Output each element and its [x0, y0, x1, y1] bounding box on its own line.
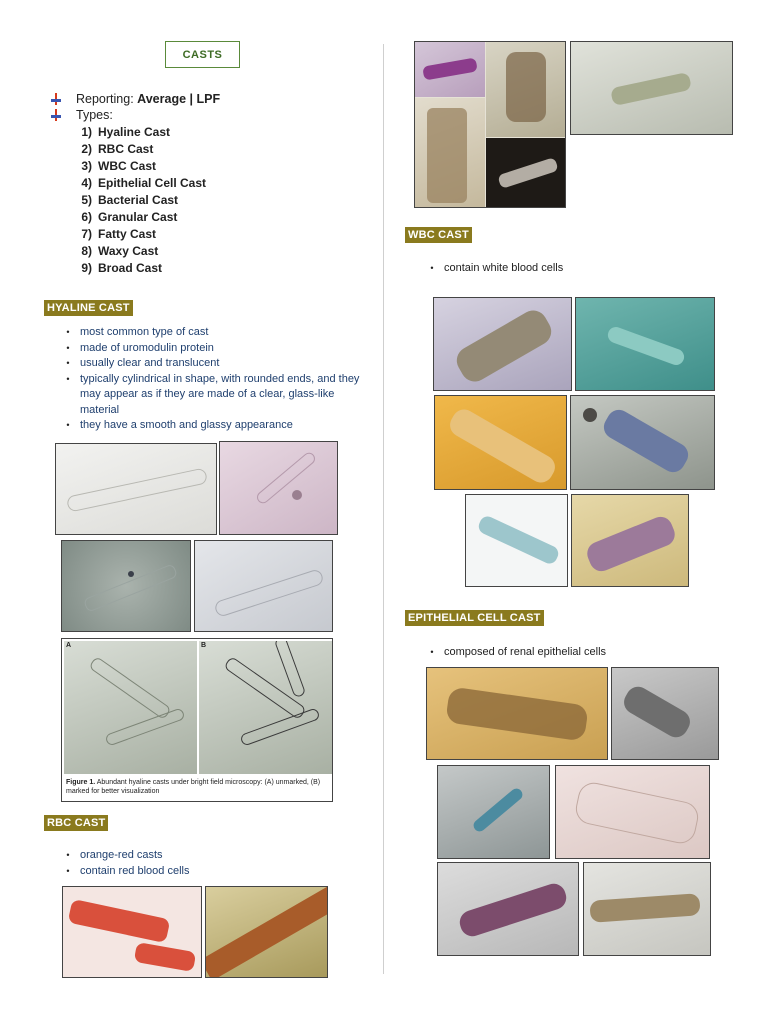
list-item: • typically cylindrical in shape, with rounded ends, and they may appear as if they are made of a clear, glass-like material: [66, 372, 360, 416]
reporting-label: Reporting:: [76, 92, 134, 106]
hyaline-heading: HYALINE CAST: [44, 300, 133, 316]
list-item: • orange-red casts: [66, 849, 163, 861]
figure-caption: Figure 1. Abundant hyaline casts under bright field microscopy: (A) unmarked, (B) marked for better visualization: [66, 779, 321, 795]
reporting-line: [50, 92, 220, 106]
figure-panel-a: A: [64, 641, 197, 774]
hyaline-figure: [61, 638, 333, 802]
wbc-micrograph: [570, 395, 715, 490]
pin-icon: [50, 109, 62, 121]
epithelial-micrograph: [583, 862, 711, 956]
epithelial-micrograph: [437, 765, 550, 859]
list-item: • composed of renal epithelial cells: [430, 646, 607, 658]
rbc-heading: RBC CAST: [44, 815, 108, 831]
cast-micrograph-collage: [414, 41, 566, 208]
list-item: 6) Granular Cast: [81, 210, 178, 224]
hyaline-micrograph: [55, 443, 217, 535]
list-item: 9) Broad Cast: [81, 261, 163, 275]
hyaline-micrograph: [219, 441, 338, 535]
types-line: [50, 108, 113, 122]
column-divider: [383, 44, 384, 974]
list-item: • contain white blood cells: [430, 262, 564, 274]
epithelial-micrograph: [611, 667, 719, 760]
rbc-points: [56, 848, 356, 879]
list-item: • most common type of cast: [66, 326, 209, 338]
page-title: CASTS: [165, 41, 240, 68]
list-item: 8) Waxy Cast: [81, 244, 159, 258]
list-item: • contain red blood cells: [66, 864, 190, 877]
list-item: 5) Bacterial Cast: [81, 193, 179, 207]
types-label: Types:: [76, 108, 113, 122]
reporting-value: Average | LPF: [137, 92, 221, 106]
wbc-points: [420, 261, 740, 277]
wbc-micrograph: [571, 494, 689, 587]
wbc-micrograph: [434, 395, 567, 490]
list-item: 3) WBC Cast: [81, 159, 157, 173]
list-item: • usually clear and translucent: [66, 357, 220, 369]
epithelial-heading: EPITHELIAL CELL CAST: [405, 610, 544, 626]
hyaline-points: [56, 325, 366, 434]
list-item: 1) Hyaline Cast: [81, 125, 171, 139]
wbc-heading: WBC CAST: [405, 227, 472, 243]
hyaline-micrograph: [194, 540, 333, 632]
types-list: [70, 124, 206, 277]
epithelial-micrograph: [426, 667, 608, 760]
list-item: • they have a smooth and glassy appearance: [66, 419, 293, 431]
cast-micrograph: [570, 41, 733, 135]
wbc-micrograph: [465, 494, 568, 587]
list-item: 7) Fatty Cast: [81, 227, 157, 241]
list-item: 2) RBC Cast: [81, 142, 154, 156]
hyaline-micrograph: [61, 540, 191, 632]
wbc-micrograph: [575, 297, 715, 391]
epithelial-points: [420, 645, 740, 661]
rbc-micrograph: [62, 886, 202, 978]
rbc-micrograph: [205, 886, 328, 978]
epithelial-micrograph: [437, 862, 579, 956]
wbc-micrograph: [433, 297, 572, 391]
list-item: 4) Epithelial Cell Cast: [81, 176, 207, 190]
pin-icon: [50, 93, 62, 105]
figure-panel-b: B: [199, 641, 332, 774]
epithelial-micrograph: [555, 765, 710, 859]
list-item: • made of uromodulin protein: [66, 341, 214, 354]
